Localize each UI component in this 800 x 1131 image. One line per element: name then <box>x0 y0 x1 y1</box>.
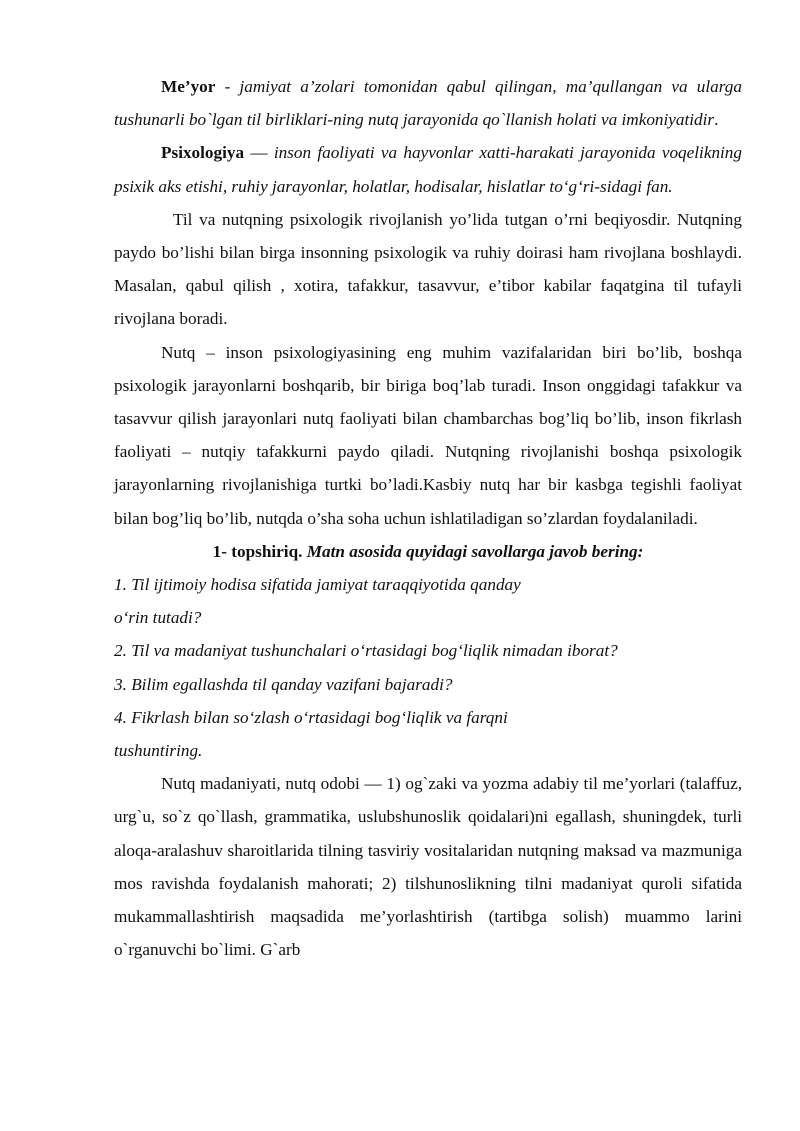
paragraph-nutq-madaniyati: Nutq madaniyati, nutq odobi — 1) og`zaki va yozma adabiy til me’yorlari (talaffuz, urg`u, so`z qo`llash, grammatika, uslubshunoslik qoidalari)ni egallash, shuningdek, turli aloqa-aralashuv sharoitlarida tilning tasviriy vositalaridan nutqning maksad va mazmuniga mos ravishda foydalanish mahorati; 2) tilshunoslikning tilni madaniyat quroli sifatida mukammallashtirish maqsadida me’yorlashtirish (tartibga solish) muammo larini o`rganuvchi bo`limi. G`arb <box>114 774 742 960</box>
question-line: 3. Bilim egallashda til qanday vazifani bajaradi? <box>114 674 453 694</box>
definition-text: jamiyat a’zolari tomonidan qabul qilingan, ma’qullangan va ularga tushunarli bo`lgan til birliklari-ning nutq jarayonida qo`llanish holati va imkoniyatidir <box>114 77 742 130</box>
paragraph-nutq-psixologiya: Nutq – inson psixologiyasining eng muhim vazifalaridan biri bo’lib, boshqa psixologik jarayonlarni boshqarib, bir biriga boq’lab turadi. Inson onggidagi tafakkur va tasavvur qilish jarayonlari nutq faoliyati bilan chambarchas bog’liq bo’lib, inson fikrlash faoliyati – nutqiy tafakkurni paydo qiladi. Nutqning rivojlanishi boshqa psixologik jarayonlarning rivojlanishiga turtki bo’ladi.Kasbiy nutq har bir kasbga tegishli faoliyat bilan bog’liq bo’lib, nutqda o’sha soha uchun ishlatiladigan so’zlardan foydalaniladi. <box>114 342 742 528</box>
task-label: 1- topshiriq. <box>212 541 303 561</box>
task-instruction: Matn asosida quyidagi savollarga javob bering: <box>302 541 644 561</box>
question-line: o‘rin tutadi? <box>114 608 202 628</box>
definition-meyor <box>114 70 742 136</box>
term-psixologiya: Psixologiya <box>161 143 245 163</box>
term-meyor: Me’yor <box>161 77 216 96</box>
separator: - <box>215 77 240 96</box>
question-line: 1. Til ijtimoiy hodisa sifatida jamiyat taraqqiyotida qanday <box>114 575 521 595</box>
definition-text: inson faoliyati va hayvonlar xatti-harakati jarayonida voqelikning psixik aks etishi, ruhiy jarayonlar, holatlar, hodisalar, hislatlar to‘g‘ri-sidagi fan. <box>114 143 742 196</box>
definition-psixologiya <box>114 136 742 202</box>
question-line: 2. Til va madaniyat tushunchalari o‘rtasidagi bog‘liqlik nimadan iborat? <box>114 641 618 661</box>
question-line: 4. Fikrlash bilan so‘zlash o‘rtasidagi bog‘liqlik va farqni <box>114 707 508 727</box>
document-page <box>114 70 742 966</box>
task-heading <box>114 535 742 568</box>
question-line: tushuntiring. <box>114 741 203 761</box>
period: . <box>714 110 719 130</box>
separator: — <box>244 143 274 163</box>
paragraph-til-va-nutq: Til va nutqning psixologik rivojlanish yo’lida tutgan o’rni beqiyosdir. Nutqning paydo bo’lishi bilan birga insonning psixologik va ruhiy doirasi ham rivojlana boshlaydi. Masalan, qabul qilish , xotira, tafakkur, tasavvur, e’tibor kabilar faqatgina til tufayli rivojlana boradi. <box>114 209 742 329</box>
